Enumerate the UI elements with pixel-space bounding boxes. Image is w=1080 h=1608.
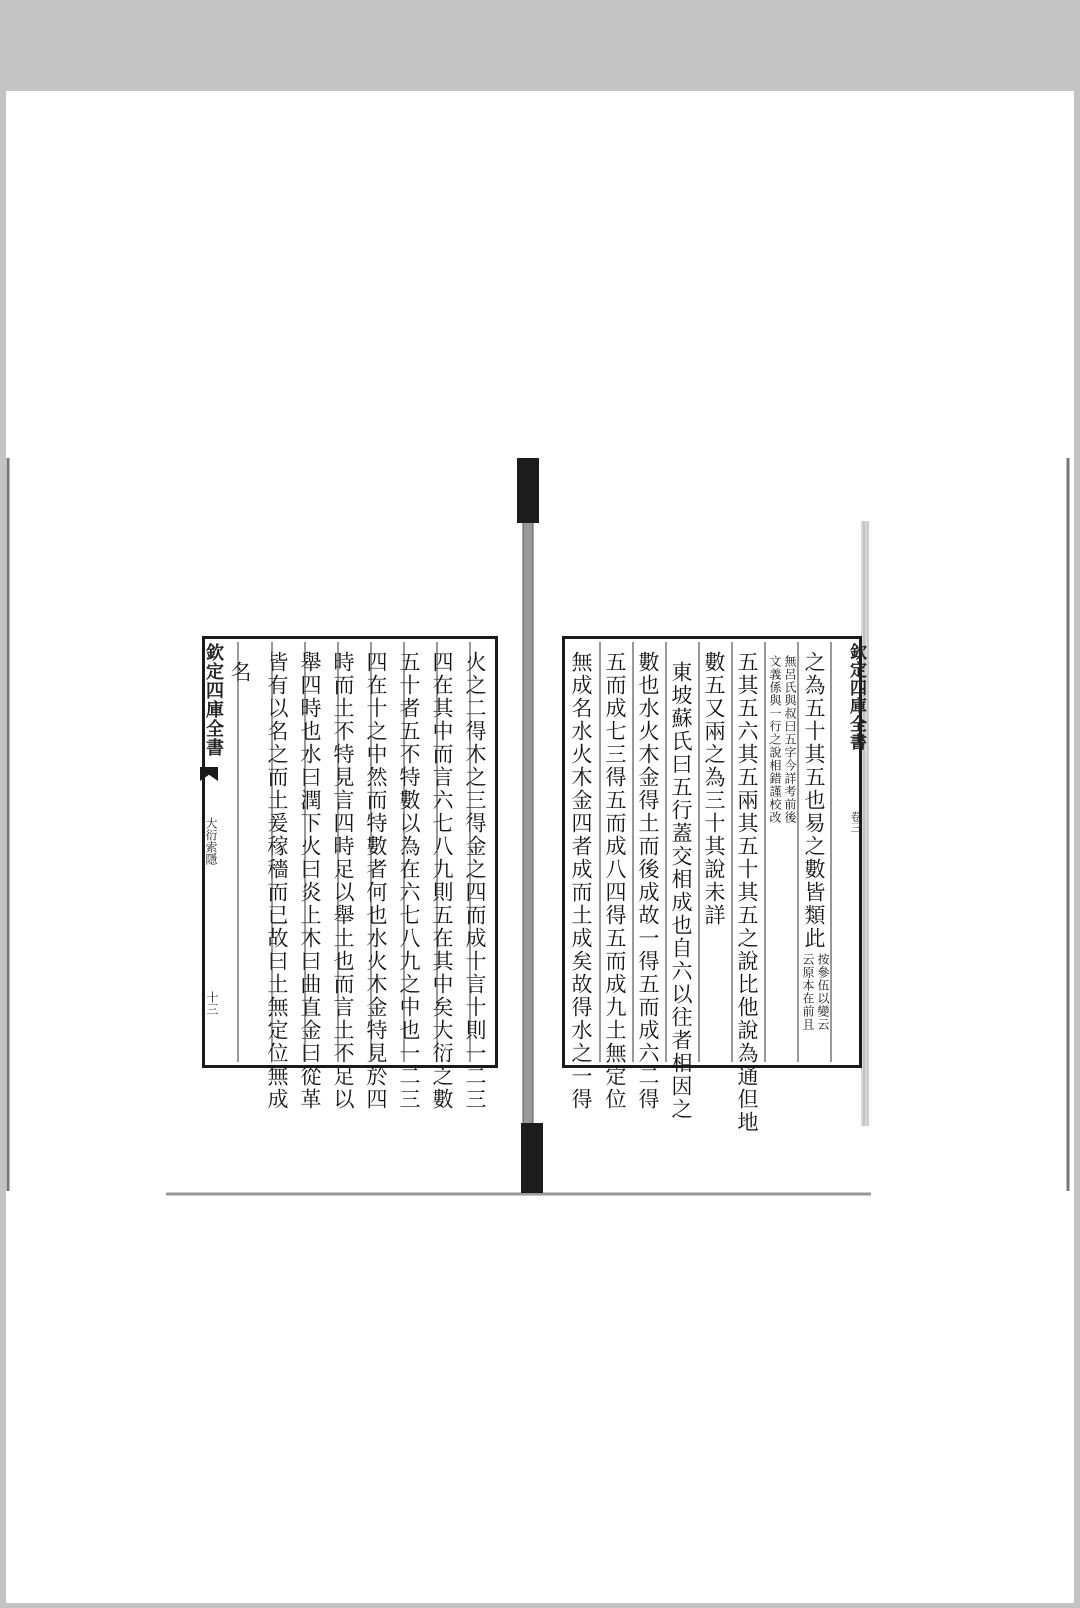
right-column-5: 東坡蘇氏曰五行蓋交相成也自六以往者相因之 [669,661,693,1121]
right-column-2-note-a: 無呂氏與叔曰五字今詳考前後 [783,655,797,824]
right-page-title: 欽定四庫全書 [846,643,866,751]
right-juan-label: 卷三 [849,811,862,833]
left-page-rules [202,636,502,1076]
right-page-text [562,643,862,1134]
right-column-6: 數也水火木金得土而後成故一得五而成六二得 [636,651,660,1111]
right-column-4: 數五又兩之為三十其說未詳 [702,651,726,927]
left-book-label: 大衍索隱 [204,817,218,865]
right-column-1-note-a: 按參伍以變云 [816,953,830,1031]
left-column-6: 舉四時也水曰潤下火曰炎上木曰曲直金曰從革 [298,651,322,1111]
left-column-3: 五十者五不特數以為在六七八九之中也一二三 [397,651,421,1111]
right-column-2-note-b: 文義係與一行之說相錯謹校改 [768,655,782,824]
right-column-7: 五而成七三得五而成八四得五而成九土無定位 [603,651,627,1111]
left-column-7: 皆有以名之而土爰稼穡而已故曰土無定位無成 [265,651,289,1111]
fishtail-mark [200,767,218,781]
left-column-2: 四在其中而言六七八九則五在其中矣大衍之數 [430,651,454,1111]
right-column-1: 之為五十其五也易之數皆類此 [802,651,826,950]
left-page-number: 十三 [205,991,219,1015]
left-page-title: 欽定四庫全書 [203,643,224,757]
left-column-1: 火之二得木之三得金之四而成十言十則一二三 [463,651,487,1111]
left-page-margin [200,639,224,1067]
right-column-8: 無成名水火木金四者成而土成矣故得水之一得 [569,651,593,1111]
scan-image [6,91,1074,1603]
left-column-8: 名 [228,661,252,684]
right-column-3: 五其五六其五兩其五十其五之說比他說為通但地 [735,651,759,1134]
document-viewer [6,91,1074,1603]
right-column-1-note-b: 云原本在前且 [801,953,815,1031]
left-column-4: 四在十之中然而特數者何也水火木金特見於四 [364,651,388,1111]
left-column-5: 時而土不特見言四時足以舉土也而言土不足以 [331,651,355,1111]
right-page-margin [844,639,866,1067]
